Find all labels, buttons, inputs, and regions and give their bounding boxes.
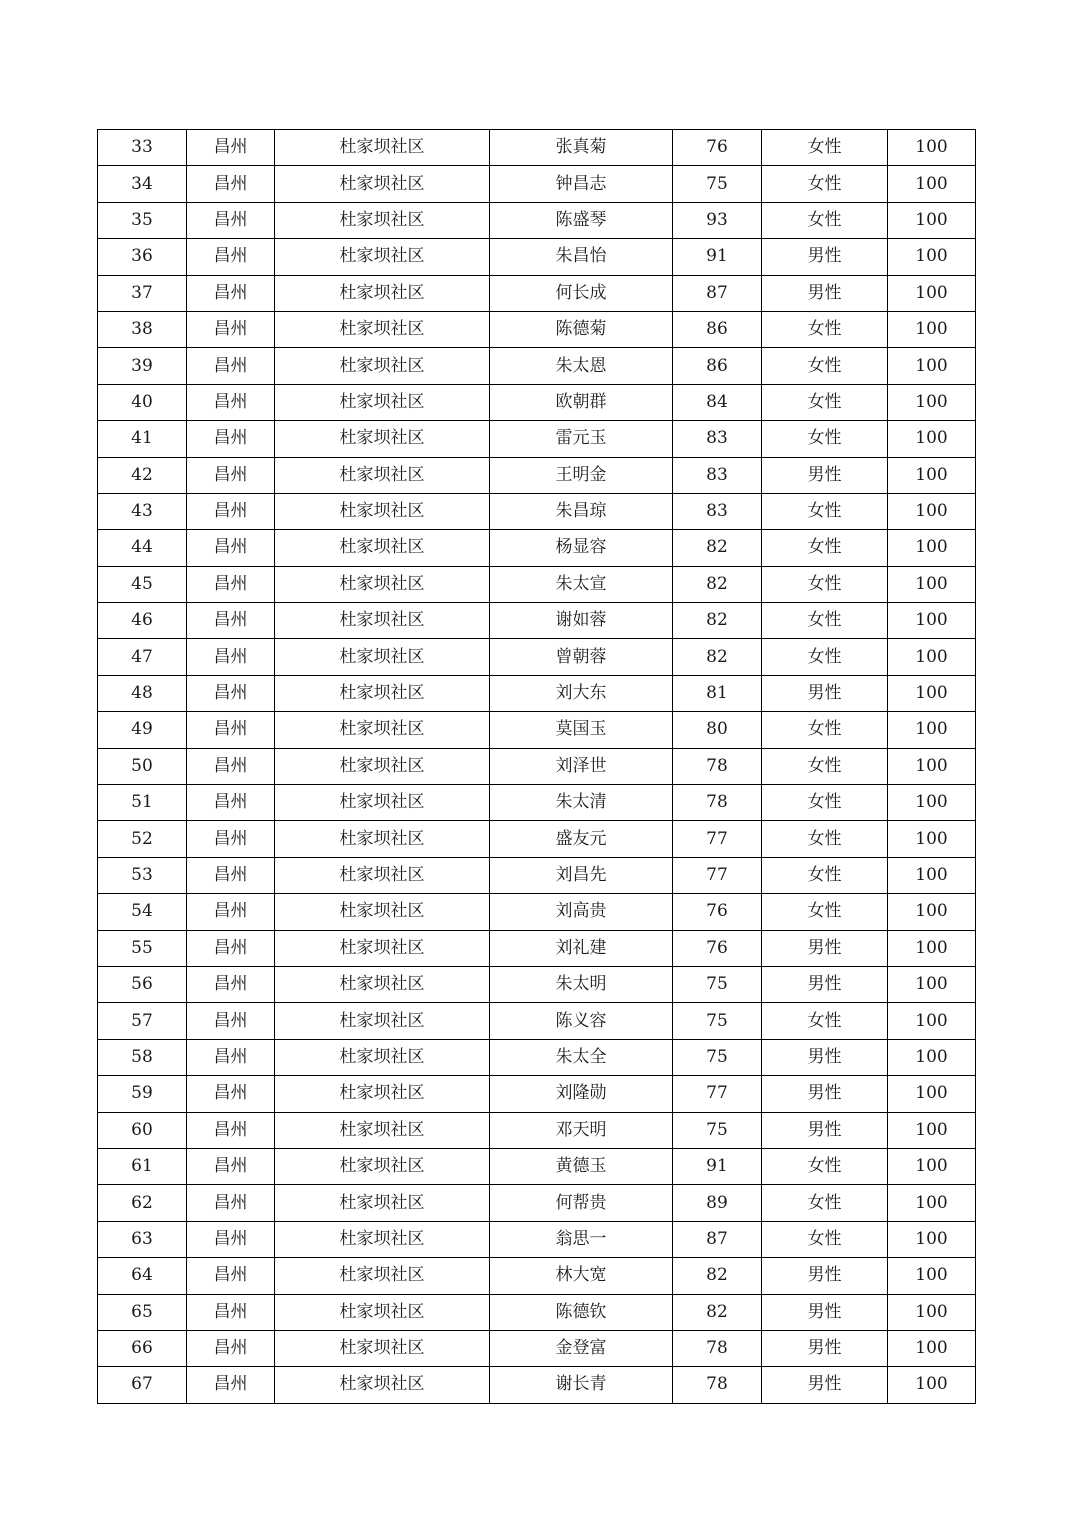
- age-cell: 78: [673, 1367, 762, 1403]
- table-row: [98, 930, 976, 966]
- community-cell: 杜家坝社区: [275, 421, 490, 457]
- gender-cell: 女性: [762, 384, 888, 420]
- gender-cell: 男性: [762, 1076, 888, 1112]
- index-cell: 39: [98, 348, 187, 384]
- table-row: [98, 166, 976, 202]
- name-cell: 莫国玉: [490, 712, 673, 748]
- index-cell: 35: [98, 202, 187, 238]
- gender-cell: 女性: [762, 311, 888, 347]
- index-cell: 63: [98, 1221, 187, 1257]
- name-cell: 刘隆勋: [490, 1076, 673, 1112]
- table-row: [98, 1148, 976, 1184]
- name-cell: 朱太清: [490, 785, 673, 821]
- age-cell: 77: [673, 1076, 762, 1112]
- age-cell: 83: [673, 493, 762, 529]
- age-cell: 77: [673, 821, 762, 857]
- gender-cell: 男性: [762, 1330, 888, 1366]
- community-cell: 杜家坝社区: [275, 530, 490, 566]
- table-row: [98, 857, 976, 893]
- name-cell: 金登富: [490, 1330, 673, 1366]
- table-row: [98, 202, 976, 238]
- table-row: [98, 275, 976, 311]
- gender-cell: 女性: [762, 603, 888, 639]
- index-cell: 40: [98, 384, 187, 420]
- community-cell: 杜家坝社区: [275, 1367, 490, 1403]
- table-row: [98, 566, 976, 602]
- community-cell: 杜家坝社区: [275, 966, 490, 1002]
- gender-cell: 男性: [762, 1258, 888, 1294]
- name-cell: 刘高贵: [490, 894, 673, 930]
- index-cell: 57: [98, 1003, 187, 1039]
- community-cell: 杜家坝社区: [275, 712, 490, 748]
- town-cell: 昌州: [187, 1294, 275, 1330]
- age-cell: 80: [673, 712, 762, 748]
- town-cell: 昌州: [187, 130, 275, 166]
- community-cell: 杜家坝社区: [275, 275, 490, 311]
- index-cell: 51: [98, 785, 187, 821]
- age-cell: 78: [673, 1330, 762, 1366]
- name-cell: 刘礼建: [490, 930, 673, 966]
- gender-cell: 男性: [762, 457, 888, 493]
- age-cell: 86: [673, 348, 762, 384]
- index-cell: 44: [98, 530, 187, 566]
- amount-cell: 100: [888, 566, 976, 602]
- amount-cell: 100: [888, 1076, 976, 1112]
- index-cell: 43: [98, 493, 187, 529]
- amount-cell: 100: [888, 1039, 976, 1075]
- town-cell: 昌州: [187, 384, 275, 420]
- index-cell: 34: [98, 166, 187, 202]
- age-cell: 77: [673, 857, 762, 893]
- town-cell: 昌州: [187, 1185, 275, 1221]
- index-cell: 55: [98, 930, 187, 966]
- town-cell: 昌州: [187, 857, 275, 893]
- age-cell: 82: [673, 530, 762, 566]
- age-cell: 82: [673, 639, 762, 675]
- index-cell: 37: [98, 275, 187, 311]
- age-cell: 82: [673, 1294, 762, 1330]
- index-cell: 42: [98, 457, 187, 493]
- index-cell: 49: [98, 712, 187, 748]
- index-cell: 47: [98, 639, 187, 675]
- index-cell: 50: [98, 748, 187, 784]
- age-cell: 91: [673, 239, 762, 275]
- index-cell: 61: [98, 1148, 187, 1184]
- town-cell: 昌州: [187, 675, 275, 711]
- gender-cell: 女性: [762, 1148, 888, 1184]
- amount-cell: 100: [888, 712, 976, 748]
- gender-cell: 男性: [762, 239, 888, 275]
- index-cell: 58: [98, 1039, 187, 1075]
- gender-cell: 男性: [762, 675, 888, 711]
- gender-cell: 女性: [762, 1185, 888, 1221]
- table-row: [98, 311, 976, 347]
- gender-cell: 女性: [762, 712, 888, 748]
- amount-cell: 100: [888, 1294, 976, 1330]
- age-cell: 82: [673, 1258, 762, 1294]
- gender-cell: 女性: [762, 1003, 888, 1039]
- community-cell: 杜家坝社区: [275, 1039, 490, 1075]
- name-cell: 陈盛琴: [490, 202, 673, 238]
- gender-cell: 男性: [762, 930, 888, 966]
- town-cell: 昌州: [187, 603, 275, 639]
- name-cell: 曾朝蓉: [490, 639, 673, 675]
- name-cell: 谢如蓉: [490, 603, 673, 639]
- community-cell: 杜家坝社区: [275, 785, 490, 821]
- community-cell: 杜家坝社区: [275, 748, 490, 784]
- table-row: [98, 1185, 976, 1221]
- index-cell: 33: [98, 130, 187, 166]
- age-cell: 76: [673, 894, 762, 930]
- table-row: [98, 384, 976, 420]
- amount-cell: 100: [888, 457, 976, 493]
- community-cell: 杜家坝社区: [275, 202, 490, 238]
- community-cell: 杜家坝社区: [275, 166, 490, 202]
- town-cell: 昌州: [187, 639, 275, 675]
- index-cell: 66: [98, 1330, 187, 1366]
- age-cell: 75: [673, 1003, 762, 1039]
- town-cell: 昌州: [187, 457, 275, 493]
- town-cell: 昌州: [187, 785, 275, 821]
- data-table: [97, 129, 976, 1404]
- table-row: [98, 1367, 976, 1403]
- age-cell: 75: [673, 166, 762, 202]
- gender-cell: 女性: [762, 785, 888, 821]
- name-cell: 何帮贵: [490, 1185, 673, 1221]
- town-cell: 昌州: [187, 748, 275, 784]
- table-row: [98, 493, 976, 529]
- community-cell: 杜家坝社区: [275, 603, 490, 639]
- data-table-container: [97, 129, 975, 1404]
- gender-cell: 男性: [762, 1112, 888, 1148]
- community-cell: 杜家坝社区: [275, 493, 490, 529]
- name-cell: 刘昌先: [490, 857, 673, 893]
- amount-cell: 100: [888, 675, 976, 711]
- table-row: [98, 457, 976, 493]
- amount-cell: 100: [888, 1185, 976, 1221]
- index-cell: 62: [98, 1185, 187, 1221]
- table-row: [98, 748, 976, 784]
- gender-cell: 男性: [762, 966, 888, 1002]
- town-cell: 昌州: [187, 421, 275, 457]
- table-row: [98, 639, 976, 675]
- community-cell: 杜家坝社区: [275, 675, 490, 711]
- town-cell: 昌州: [187, 1221, 275, 1257]
- town-cell: 昌州: [187, 348, 275, 384]
- index-cell: 48: [98, 675, 187, 711]
- gender-cell: 男性: [762, 275, 888, 311]
- age-cell: 75: [673, 966, 762, 1002]
- community-cell: 杜家坝社区: [275, 1003, 490, 1039]
- table-row: [98, 1258, 976, 1294]
- name-cell: 朱太全: [490, 1039, 673, 1075]
- table-body: [98, 130, 976, 1404]
- community-cell: 杜家坝社区: [275, 1112, 490, 1148]
- name-cell: 陈德钦: [490, 1294, 673, 1330]
- name-cell: 杨显容: [490, 530, 673, 566]
- amount-cell: 100: [888, 421, 976, 457]
- amount-cell: 100: [888, 275, 976, 311]
- table-row: [98, 1221, 976, 1257]
- gender-cell: 男性: [762, 1039, 888, 1075]
- amount-cell: 100: [888, 1221, 976, 1257]
- community-cell: 杜家坝社区: [275, 1294, 490, 1330]
- amount-cell: 100: [888, 785, 976, 821]
- town-cell: 昌州: [187, 1330, 275, 1366]
- community-cell: 杜家坝社区: [275, 857, 490, 893]
- name-cell: 王明金: [490, 457, 673, 493]
- name-cell: 朱昌怡: [490, 239, 673, 275]
- gender-cell: 女性: [762, 857, 888, 893]
- index-cell: 38: [98, 311, 187, 347]
- name-cell: 张真菊: [490, 130, 673, 166]
- name-cell: 谢长青: [490, 1367, 673, 1403]
- town-cell: 昌州: [187, 1076, 275, 1112]
- town-cell: 昌州: [187, 275, 275, 311]
- gender-cell: 男性: [762, 1367, 888, 1403]
- town-cell: 昌州: [187, 1258, 275, 1294]
- amount-cell: 100: [888, 1112, 976, 1148]
- name-cell: 朱太恩: [490, 348, 673, 384]
- town-cell: 昌州: [187, 1367, 275, 1403]
- amount-cell: 100: [888, 1367, 976, 1403]
- community-cell: 杜家坝社区: [275, 1185, 490, 1221]
- amount-cell: 100: [888, 202, 976, 238]
- gender-cell: 男性: [762, 1294, 888, 1330]
- age-cell: 78: [673, 785, 762, 821]
- town-cell: 昌州: [187, 202, 275, 238]
- amount-cell: 100: [888, 311, 976, 347]
- gender-cell: 女性: [762, 1221, 888, 1257]
- age-cell: 82: [673, 566, 762, 602]
- age-cell: 83: [673, 421, 762, 457]
- name-cell: 何长成: [490, 275, 673, 311]
- index-cell: 59: [98, 1076, 187, 1112]
- town-cell: 昌州: [187, 311, 275, 347]
- name-cell: 陈义容: [490, 1003, 673, 1039]
- table-row: [98, 894, 976, 930]
- table-row: [98, 1003, 976, 1039]
- table-row: [98, 603, 976, 639]
- index-cell: 67: [98, 1367, 187, 1403]
- table-row: [98, 1112, 976, 1148]
- gender-cell: 女性: [762, 894, 888, 930]
- town-cell: 昌州: [187, 530, 275, 566]
- name-cell: 雷元玉: [490, 421, 673, 457]
- index-cell: 36: [98, 239, 187, 275]
- gender-cell: 女性: [762, 130, 888, 166]
- table-row: [98, 1330, 976, 1366]
- age-cell: 81: [673, 675, 762, 711]
- table-row: [98, 966, 976, 1002]
- age-cell: 86: [673, 311, 762, 347]
- age-cell: 75: [673, 1039, 762, 1075]
- name-cell: 陈德菊: [490, 311, 673, 347]
- amount-cell: 100: [888, 894, 976, 930]
- age-cell: 87: [673, 1221, 762, 1257]
- community-cell: 杜家坝社区: [275, 566, 490, 602]
- gender-cell: 女性: [762, 493, 888, 529]
- age-cell: 84: [673, 384, 762, 420]
- amount-cell: 100: [888, 930, 976, 966]
- community-cell: 杜家坝社区: [275, 457, 490, 493]
- name-cell: 林大宽: [490, 1258, 673, 1294]
- community-cell: 杜家坝社区: [275, 239, 490, 275]
- gender-cell: 女性: [762, 421, 888, 457]
- community-cell: 杜家坝社区: [275, 639, 490, 675]
- table-row: [98, 530, 976, 566]
- name-cell: 欧朝群: [490, 384, 673, 420]
- name-cell: 朱太宣: [490, 566, 673, 602]
- age-cell: 91: [673, 1148, 762, 1184]
- gender-cell: 女性: [762, 166, 888, 202]
- index-cell: 41: [98, 421, 187, 457]
- town-cell: 昌州: [187, 894, 275, 930]
- amount-cell: 100: [888, 821, 976, 857]
- index-cell: 65: [98, 1294, 187, 1330]
- amount-cell: 100: [888, 1003, 976, 1039]
- community-cell: 杜家坝社区: [275, 1221, 490, 1257]
- index-cell: 45: [98, 566, 187, 602]
- index-cell: 60: [98, 1112, 187, 1148]
- index-cell: 52: [98, 821, 187, 857]
- amount-cell: 100: [888, 966, 976, 1002]
- index-cell: 46: [98, 603, 187, 639]
- age-cell: 93: [673, 202, 762, 238]
- name-cell: 盛友元: [490, 821, 673, 857]
- index-cell: 64: [98, 1258, 187, 1294]
- table-row: [98, 712, 976, 748]
- community-cell: 杜家坝社区: [275, 1330, 490, 1366]
- gender-cell: 女性: [762, 748, 888, 784]
- town-cell: 昌州: [187, 566, 275, 602]
- table-row: [98, 421, 976, 457]
- name-cell: 黄德玉: [490, 1148, 673, 1184]
- gender-cell: 女性: [762, 202, 888, 238]
- name-cell: 邓天明: [490, 1112, 673, 1148]
- name-cell: 翁思一: [490, 1221, 673, 1257]
- amount-cell: 100: [888, 348, 976, 384]
- age-cell: 75: [673, 1112, 762, 1148]
- town-cell: 昌州: [187, 712, 275, 748]
- community-cell: 杜家坝社区: [275, 1148, 490, 1184]
- gender-cell: 女性: [762, 348, 888, 384]
- name-cell: 朱太明: [490, 966, 673, 1002]
- town-cell: 昌州: [187, 966, 275, 1002]
- age-cell: 83: [673, 457, 762, 493]
- community-cell: 杜家坝社区: [275, 1076, 490, 1112]
- age-cell: 89: [673, 1185, 762, 1221]
- gender-cell: 女性: [762, 639, 888, 675]
- age-cell: 78: [673, 748, 762, 784]
- amount-cell: 100: [888, 857, 976, 893]
- age-cell: 87: [673, 275, 762, 311]
- community-cell: 杜家坝社区: [275, 930, 490, 966]
- town-cell: 昌州: [187, 821, 275, 857]
- gender-cell: 女性: [762, 530, 888, 566]
- amount-cell: 100: [888, 639, 976, 675]
- amount-cell: 100: [888, 493, 976, 529]
- amount-cell: 100: [888, 1258, 976, 1294]
- table-row: [98, 1076, 976, 1112]
- gender-cell: 女性: [762, 566, 888, 602]
- name-cell: 朱昌琼: [490, 493, 673, 529]
- town-cell: 昌州: [187, 1039, 275, 1075]
- amount-cell: 100: [888, 1330, 976, 1366]
- age-cell: 82: [673, 603, 762, 639]
- age-cell: 76: [673, 930, 762, 966]
- town-cell: 昌州: [187, 930, 275, 966]
- table-row: [98, 1039, 976, 1075]
- community-cell: 杜家坝社区: [275, 1258, 490, 1294]
- amount-cell: 100: [888, 166, 976, 202]
- name-cell: 刘泽世: [490, 748, 673, 784]
- amount-cell: 100: [888, 239, 976, 275]
- name-cell: 钟昌志: [490, 166, 673, 202]
- table-row: [98, 785, 976, 821]
- town-cell: 昌州: [187, 1148, 275, 1184]
- town-cell: 昌州: [187, 239, 275, 275]
- index-cell: 56: [98, 966, 187, 1002]
- index-cell: 54: [98, 894, 187, 930]
- amount-cell: 100: [888, 1148, 976, 1184]
- table-row: [98, 239, 976, 275]
- name-cell: 刘大东: [490, 675, 673, 711]
- table-row: [98, 1294, 976, 1330]
- gender-cell: 女性: [762, 821, 888, 857]
- amount-cell: 100: [888, 130, 976, 166]
- town-cell: 昌州: [187, 1003, 275, 1039]
- table-row: [98, 821, 976, 857]
- amount-cell: 100: [888, 530, 976, 566]
- community-cell: 杜家坝社区: [275, 311, 490, 347]
- community-cell: 杜家坝社区: [275, 894, 490, 930]
- town-cell: 昌州: [187, 493, 275, 529]
- community-cell: 杜家坝社区: [275, 348, 490, 384]
- town-cell: 昌州: [187, 1112, 275, 1148]
- town-cell: 昌州: [187, 166, 275, 202]
- table-row: [98, 130, 976, 166]
- community-cell: 杜家坝社区: [275, 821, 490, 857]
- age-cell: 76: [673, 130, 762, 166]
- community-cell: 杜家坝社区: [275, 130, 490, 166]
- amount-cell: 100: [888, 384, 976, 420]
- amount-cell: 100: [888, 603, 976, 639]
- amount-cell: 100: [888, 748, 976, 784]
- index-cell: 53: [98, 857, 187, 893]
- table-row: [98, 675, 976, 711]
- table-row: [98, 348, 976, 384]
- community-cell: 杜家坝社区: [275, 384, 490, 420]
